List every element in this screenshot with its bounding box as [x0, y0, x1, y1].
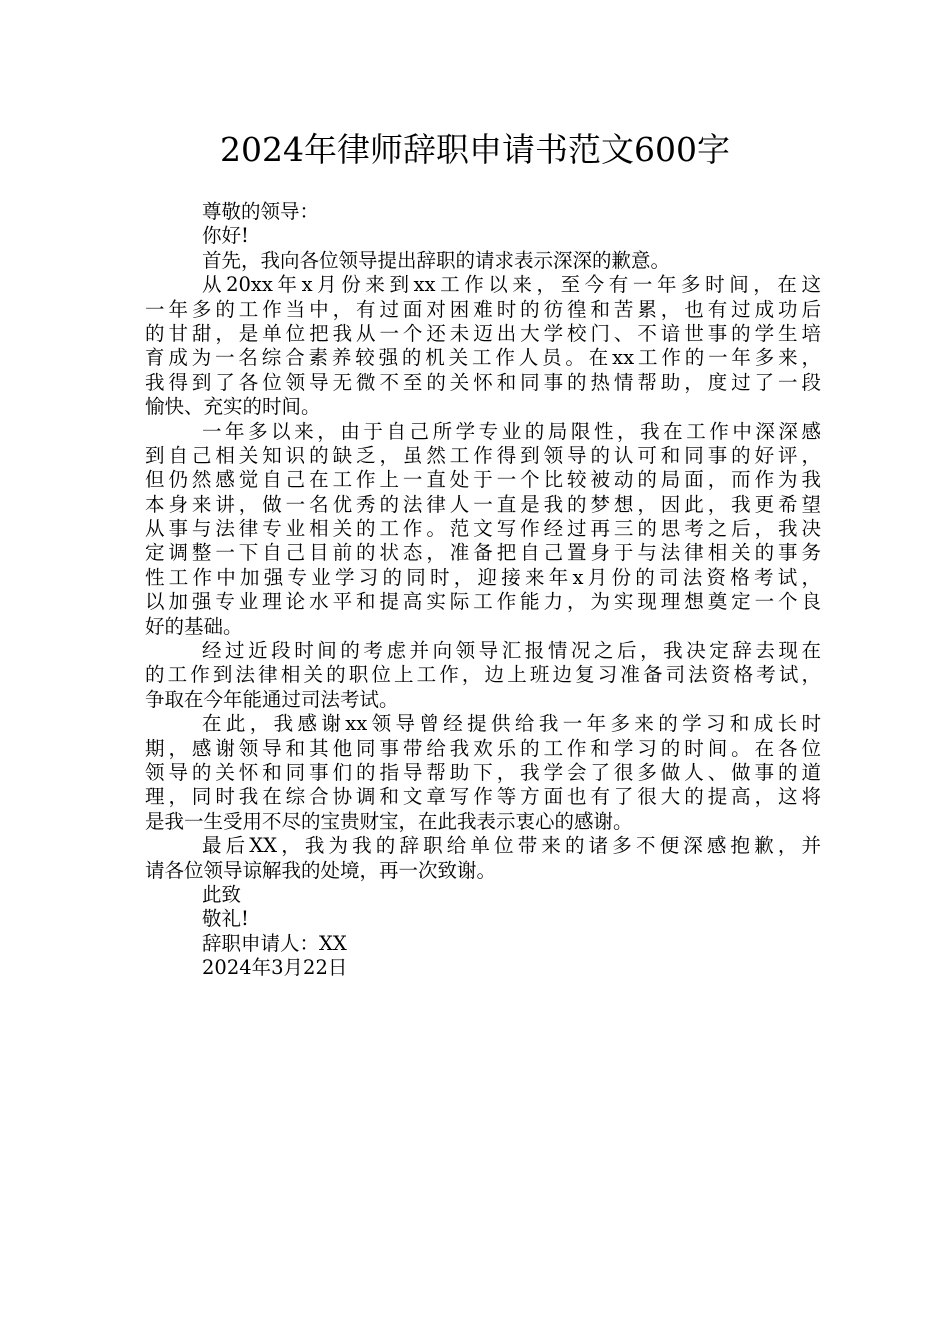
paragraph-3-line: 以加强专业理论水平和提高实际工作能力，为实现理想奠定一个良 [145, 590, 821, 614]
paragraph-5-line: 理，同时我在综合协调和文章写作等方面也有了很大的提高，这将 [145, 785, 821, 809]
paragraph-2-line: 育成为一名综合素养较强的机关工作人员。在xx工作的一年多来， [145, 346, 821, 370]
paragraph-3-line: 一年多以来，由于自己所学专业的局限性，我在工作中深深感 [202, 419, 821, 443]
paragraph-6-line: 最后XX，我为我的辞职给单位带来的诸多不便深感抱歉，并 [202, 834, 821, 858]
paragraph-5-line: 期，感谢领导和其他同事带给我欢乐的工作和学习的时间。在各位 [145, 736, 821, 760]
document-body [145, 200, 821, 981]
paragraph-2-line: 的甘甜，是单位把我从一个还未迈出大学校门、不谙世事的学生培 [145, 321, 821, 345]
paragraph-2-line: 从20xx年x月份来到xx工作以来，至今有一年多时间，在这 [202, 273, 821, 297]
greeting-line: 你好! [202, 224, 249, 248]
paragraph-2-line: 一年多的工作当中，有过面对困难时的彷徨和苦累，也有过成功后 [145, 297, 821, 321]
paragraph-3-line: 定调整一下自己目前的状态，准备把自己置身于与法律相关的事务 [145, 541, 821, 565]
paragraph-3-line: 好的基础。 [145, 614, 243, 638]
salutation-line: 尊敬的领导： [202, 200, 320, 223]
paragraph-3-line: 性工作中加强专业学习的同时，迎接来年x月份的司法资格考试， [145, 565, 821, 589]
date-line: 2024年3月22日 [202, 956, 348, 980]
paragraph-2-line: 我得到了各位领导无微不至的关怀和同事的热情帮助，度过了一段 [145, 370, 821, 394]
paragraph-1-line: 首先，我向各位领导提出辞职的请求表示深深的歉意。 [202, 248, 671, 272]
paragraph-6-line: 请各位领导谅解我的处境，再一次致谢。 [145, 858, 497, 882]
paragraph-5-line: 是我一生受用不尽的宝贵财宝，在此我表示衷心的感谢。 [145, 809, 633, 833]
paragraph-4-line: 争取在今年能通过司法考试。 [145, 687, 399, 711]
closing-line: 此致 [202, 882, 242, 906]
paragraph-3-line: 但仍然感觉自己在工作上一直处于一个比较被动的局面，而作为我 [145, 468, 821, 492]
paragraph-4-line: 的工作到法律相关的职位上工作，边上班边复习准备司法资格考试， [145, 663, 821, 687]
paragraph-3-line: 到自己相关知识的缺乏，虽然工作得到领导的认可和同事的好评， [145, 443, 821, 467]
paragraph-2-line: 愉快、充实的时间。 [145, 395, 321, 419]
paragraph-3-line: 本身来讲，做一名优秀的法律人一直是我的梦想，因此，我更希望 [145, 492, 821, 516]
document-title: 2024年律师辞职申请书范文600字 [220, 130, 730, 169]
signature-line: 辞职申请人：XX [202, 931, 347, 955]
paragraph-3-line: 从事与法律专业相关的工作。范文写作经过再三的思考之后，我决 [145, 517, 821, 541]
paragraph-5-line: 在此，我感谢xx领导曾经提供给我一年多来的学习和成长时 [202, 712, 821, 736]
paragraph-5-line: 领导的关怀和同事们的指导帮助下，我学会了很多做人、做事的道 [145, 760, 821, 784]
paragraph-4-line: 经过近段时间的考虑并向领导汇报情况之后，我决定辞去现在 [202, 639, 821, 663]
regards-line: 敬礼! [202, 907, 249, 931]
